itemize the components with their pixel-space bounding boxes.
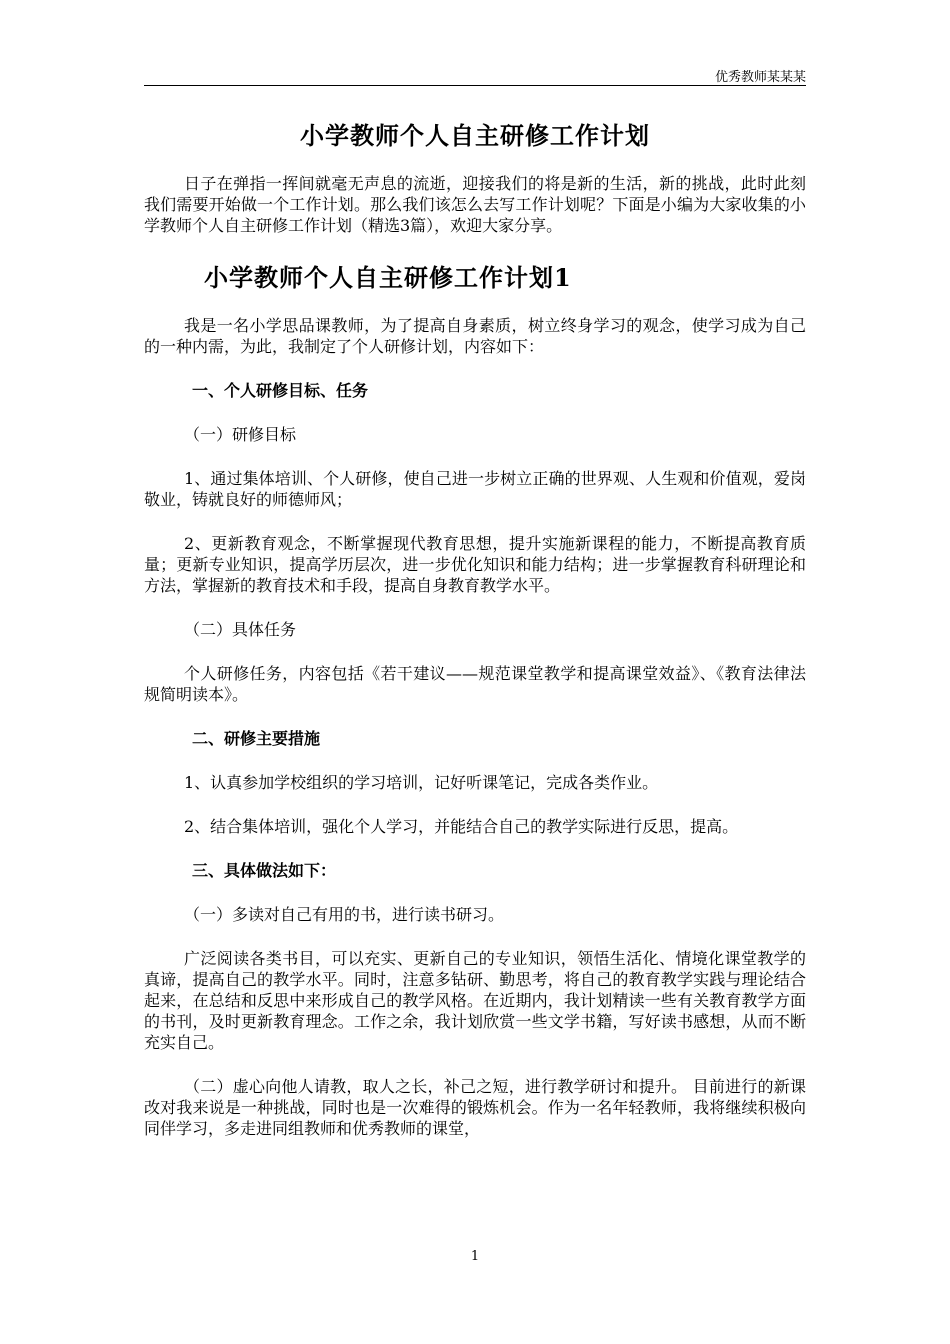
paragraph-method-1: 广泛阅读各类书目，可以充实、更新自己的专业知识，领悟生活化、情境化课堂教学的真谛，提高自己的教学水平。同时，注意多钻研、勤思考，将自己的教育教学实践与理论结合起来，在总结和反思中来形成自己的教学风格。在近期内，我计划精读一些有关教育教学方面的书刊，及时更新教育理念。工作之余，我计划欣赏一些文学书籍，写好读书感想，从而不断充实自己。 xyxy=(144,949,806,1052)
section-title: 小学教师个人自主研修工作计划1 xyxy=(204,263,572,292)
paragraph-task: 个人研修任务，内容包括《若干建议——规范课堂教学和提高课堂效益》、《教育法律法规简明读本》。 xyxy=(144,664,806,704)
document-title: 小学教师个人自主研修工作计划 xyxy=(300,121,650,150)
heading-methods: 三、具体做法如下： xyxy=(192,861,337,880)
paragraph-goal-2: 2、更新教育观念，不断掌握现代教育思想，提升实施新课程的能力，不断提高教育质量；更新专业知识，提高学历层次，进一步优化知识和能力结构；进一步掌握教育科研理论和方法，掌握新的教育技术和手段，提高自身教育教学水平。 xyxy=(144,534,806,595)
document-body xyxy=(144,106,806,1162)
paragraph-goal-1: 1、通过集体培训、个人研修，使自己进一步树立正确的世界观、人生观和价值观，爱岗敬业，铸就良好的师德师风； xyxy=(144,469,806,509)
page-header: 优秀教师某某某 xyxy=(714,70,806,85)
subheading-method-1: （一）多读对自己有用的书，进行读书研习。 xyxy=(184,905,505,924)
heading-goals: 一、个人研修目标、任务 xyxy=(192,381,369,400)
subheading-goal: （一）研修目标 xyxy=(184,425,297,444)
paragraph-measure-2: 2、结合集体培训，强化个人学习，并能结合自己的教学实际进行反思，提高。 xyxy=(184,817,739,836)
page-number: 1 xyxy=(470,1249,480,1264)
paragraph-self-intro: 我是一名小学思品课教师，为了提高自身素质，树立终身学习的观念，使学习成为自己的一种内需，为此，我制定了个人研修计划，内容如下： xyxy=(144,316,806,356)
subheading-task: （二）具体任务 xyxy=(184,620,297,639)
intro-paragraph: 日子在弹指一挥间就毫无声息的流逝，迎接我们的将是新的生活，新的挑战，此时此刻我们需要开始做一个工作计划。那么我们该怎么去写工作计划呢？下面是小编为大家收集的小学教师个人自主研修工作计划（精选3篇），欢迎大家分享。 xyxy=(144,174,806,235)
paragraph-measure-1: 1、认真参加学校组织的学习培训，记好听课笔记，完成各类作业。 xyxy=(184,773,659,792)
paragraph-method-2: （二）虚心向他人请教，取人之长，补己之短，进行教学研讨和提升。 目前进行的新课改对我来说是一种挑战，同时也是一次难得的锻炼机会。作为一名年轻教师，我将继续积极向同伴学习，多走进同组教师和优秀教师的课堂， xyxy=(144,1077,806,1138)
heading-measures: 二、研修主要措施 xyxy=(192,729,321,748)
header-rule xyxy=(144,85,806,86)
